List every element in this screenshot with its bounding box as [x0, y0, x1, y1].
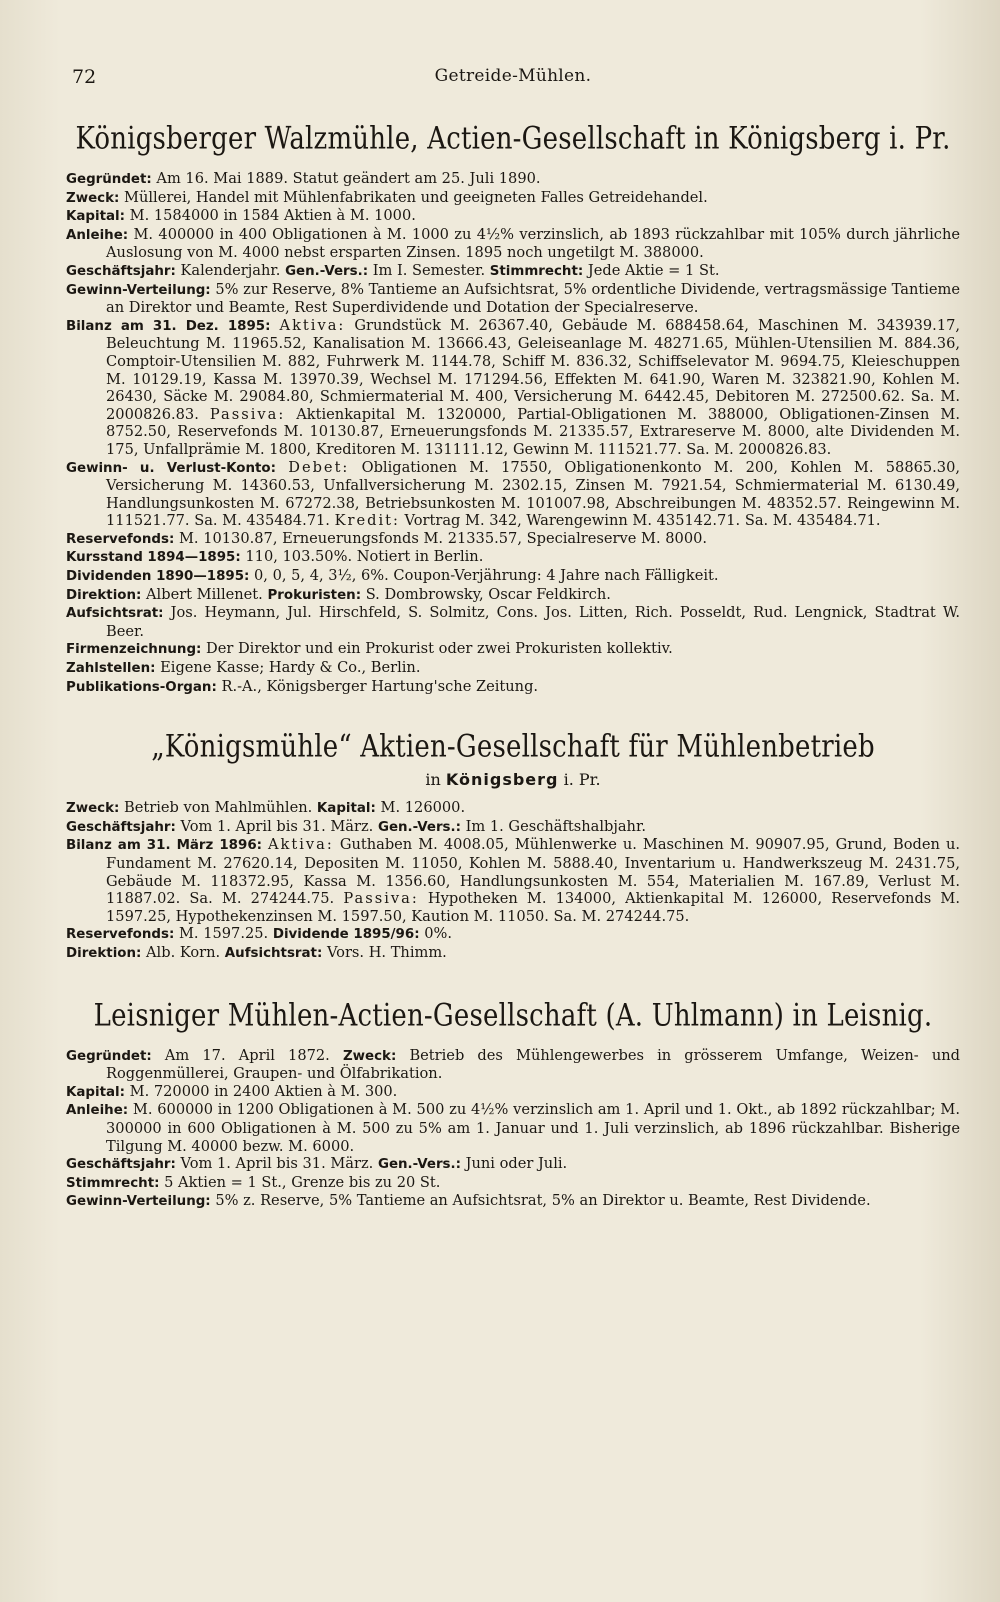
entry-geschaeftsjahr: Geschäftsjahr: Kalenderjahr. Gen.-Vers.: Im I. Semester. Stimmrecht: Jede Aktie = 1 St.: [66, 261, 720, 279]
entry-anleihe: Anleihe: M. 600000 in 1200 Obligationen à M. 500 zu 4½% verzinslich am 1. April und 1. Okt., ab 1892 rückzahlbar; M. 300000 in 600 Obligationen à M. 500 zu 5% am 1. Januar und 1. Juli verzinslich, ab 1896 rückzahlbar. Bisherige Tilgung M. 40000 bezw. M. 6000.: [66, 1101, 961, 1155]
entry-kursstand: Kursstand 1894—1895: 110, 103.50%. Notiert in Berlin.: [66, 548, 484, 566]
entry-zweck: Zweck: Betrieb von Mahlmühlen. Kapital: M. 126000.: [66, 799, 466, 817]
entry-publikations-organ: Publikations-Organ: R.-A., Königsberger Hartung'sche Zeitung.: [66, 677, 539, 695]
entry-kapital: Kapital: M. 720000 in 2400 Aktien à M. 300.: [66, 1082, 398, 1100]
entry-stimmrecht: Stimmrecht: 5 Aktien = 1 St., Grenze bis zu 20 St.: [66, 1173, 441, 1191]
running-title: Getreide-Mühlen.: [434, 66, 592, 86]
entry-geschaeftsjahr: Geschäftsjahr: Vom 1. April bis 31. März. Gen.-Vers.: Juni oder Juli.: [66, 1155, 568, 1173]
entry-dividenden: Dividenden 1890—1895: 0, 0, 5, 4, 3½, 6%. Coupon-Verjährung: 4 Jahre nach Fälligkeit.: [66, 567, 719, 585]
company-title: Leisniger Mühlen-Actien-Gesellschaft (A. Uhlmann) in Leisnig.: [93, 997, 933, 1034]
entry-bilanz: Bilanz am 31. Dez. 1895: Aktiva: Grundstück M. 26367.40, Gebäude M. 688458.64, Maschinen M. 343939.17, Beleuchtung M. 11965.52, Kanalisation M. 13666.43, Geleiseanlage M. 48271.65, Mühlen-Utensilien M. 884.36, Comptoir-Utensilien M. 882, Fuhrwerk M. 1144.78, Schiff M. 836.32, Schiffselevator M. 9694.75, Kleieschuppen M. 10129.19, Kassa M. 13970.39, Wechsel M. 171294.56, Effekten M. 641.90, Waren M. 323821.90, Kohlen M. 26430, Säcke M. 29084.80, Schmiermaterial M. 400, Versicherung M. 6442.45, Debitoren M. 272500.62. Sa. M. 2000826.83. Passiva: Aktienkapital M. 1320000, Partial-Obligationen M. 388000, Obligationen-Zinsen M. 8752.50, Reservefonds M. 10130.87, Erneuerungsfonds M. 21335.57, Extrareserve M. 8000, alte Dividenden M. 175, Unfallprämie M. 1800, Kreditoren M. 131111.12, Gewinn M. 111521.77. Sa. M. 2000826.83.: [66, 316, 961, 458]
entry-zweck: Zweck: Müllerei, Handel mit Mühlenfabrikaten und geeigneten Falles Getreidehandel.: [66, 188, 708, 206]
entry-gewinn-verteilung: Gewinn-Verteilung: 5% zur Reserve, 8% Tantieme an Aufsichtsrat, 5% ordentliche Dividende, vertragsmässige Tantieme an Direktor und Beamte, Rest Superdividende und Dotation der Specialreserve.: [66, 280, 961, 317]
entry-firmenzeichnung: Firmenzeichnung: Der Direktor und ein Prokurist oder zwei Prokuristen kollektiv.: [66, 640, 673, 658]
entry-zahlstellen: Zahlstellen: Eigene Kasse; Hardy & Co., Berlin.: [66, 659, 421, 677]
entry-aufsichtsrat: Aufsichtsrat: Jos. Heymann, Jul. Hirschfeld, S. Solmitz, Cons. Jos. Litten, Rich. Posseldt, Rud. Lengnick, Stadtrat W. Beer.: [66, 604, 960, 640]
company-location: in Königsberg i. Pr.: [425, 770, 601, 790]
entry-geschaeftsjahr: Geschäftsjahr: Vom 1. April bis 31. März. Gen.-Vers.: Im 1. Geschäftshalbjahr.: [66, 817, 646, 835]
entry-gegruendet: Gegründet: Am 16. Mai 1889. Statut geändert am 25. Juli 1890.: [66, 170, 541, 187]
entry-reservefonds: Reservefonds: M. 10130.87, Erneuerungsfonds M. 21335.57, Specialreserve M. 8000.: [66, 529, 708, 547]
entry-gewinn-verteilung: Gewinn-Verteilung: 5% z. Reserve, 5% Tantieme an Aufsichtsrat, 5% an Direktor u. Beamte, Rest Dividende.: [66, 1192, 871, 1210]
company-title: „Königsmühle“ Aktien-Gesellschaft für Mühlenbetrieb: [151, 729, 875, 765]
company-entries: [66, 1047, 960, 1211]
entry-reservefonds: Reservefonds: M. 1597.25. Dividende 1895/96: 0%.: [66, 925, 452, 943]
entry-anleihe: Anleihe: M. 400000 in 400 Obligationen à M. 1000 zu 4½% verzinslich, ab 1893 rückzahlbar mit 105% durch jährliche Auslosung von M. 4000 nebst ersparten Zinsen. 1895 noch ungetilgt M. 388000.: [66, 225, 960, 262]
company-title: Königsberger Walzmühle, Actien-Gesellschaft in Königsberg i. Pr.: [75, 121, 951, 157]
entry-gewinn-verlust: Gewinn- u. Verlust-Konto: Debet: Obligationen M. 17550, Obligationenkonto M. 200, Kohlen M. 58865.30, Versicherung M. 14360.53, Unfallversicherung M. 2302.15, Zinsen M. 7921.54, Schmiermaterial M. 6130.49, Handlungsunkosten M. 67272.38, Betriebsunkosten M. 101007.98, Abschreibungen M. 48352.57. Reingewinn M. 111521.77. Sa. M. 435484.71. Kredit: Vortrag M. 342, Warengewinn M. 435142.71. Sa. M. 435484.71.: [66, 458, 961, 530]
company-entries: [66, 170, 960, 696]
entry-direktion: Direktion: Alb. Korn. Aufsichtsrat: Vors. H. Thimm.: [66, 943, 447, 961]
page-number: 72: [72, 66, 97, 88]
entry-kapital: Kapital: M. 1584000 in 1584 Aktien à M. 1000.: [66, 207, 416, 225]
entry-direktion: Direktion: Albert Millenet. Prokuristen: S. Dombrowsky, Oscar Feldkirch.: [66, 585, 611, 603]
entry-gegruendet: Gegründet: Am 17. April 1872. Zweck: Betrieb des Mühlengewerbes in grösserem Umfange, Weizen- und Roggenmüllerei, Graupen- und Ölfabrikation.: [66, 1046, 960, 1083]
entry-bilanz: Bilanz am 31. März 1896: Aktiva: Guthaben M. 4008.05, Mühlenwerke u. Maschinen M. 90907.95, Grund, Boden u. Fundament M. 27620.14, Depositen M. 11050, Kohlen M. 5888.40, Inventarium u. Handwerkszeug M. 2431.75, Gebäude M. 118372.95, Kassa M. 1356.60, Handlungsunkosten M. 554, Materialien M. 167.89, Verlust M. 11887.02. Sa. M. 274244.75. Passiva: Hypotheken M. 134000, Aktienkapital M. 126000, Reservefonds M. 1597.25, Hypothekenzinsen M. 1597.50, Kaution M. 11050. Sa. M. 274244.75.: [66, 836, 961, 925]
running-head: [66, 66, 960, 96]
company-entries: [66, 799, 960, 962]
